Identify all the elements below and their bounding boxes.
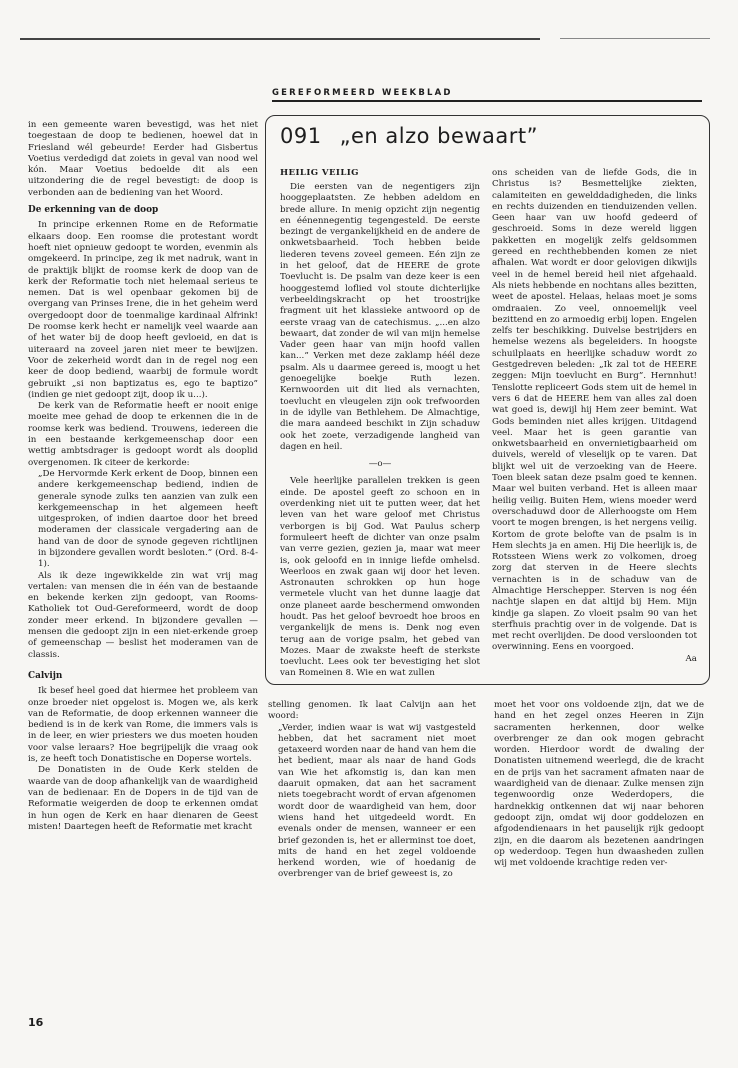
article-subheading: HEILIG VEILIG <box>280 168 359 178</box>
calvijn-quote: „Verder, indien waar is wat wij vastgesteld hebben, dat het sacrament niet moet getaxeerd worden naar de hand van hem die het bedient, maar als naar de hand Gods van Wie het afkomstig is, dan kan men daaruit opmaken, dat aan het sacrament niets toegebracht wordt of ervan afgenomen wordt door de waardigheid van hem, door wiens hand het uitgedeeld wordt. En evenals onder de mensen, wanneer er een brief gezonden is, het er allerminst toe doet, mits de hand en het zegel voldoende herkend worden, wie of hoedanig de overbrenger van de brief geweest is, zo <box>278 722 476 880</box>
left-column <box>28 120 258 833</box>
heading-calvijn: Calvijn <box>28 670 63 681</box>
masthead-rule <box>272 100 702 102</box>
left-paragraph: Als ik deze ingewikkelde zin wat vrij mag vertalen: van mensen die in één van de bestaande en bekende kerken zijn gedoopt, van Rooms-Katholiek tot Oud-Gereformeerd, wordt de doop zonder meer erkend. In bijzondere gevallen — mensen die gedoopt zijn in een niet-erkende groep of gemeenschap — beslist het moderamen van de classis. <box>28 570 258 660</box>
box-column-1 <box>280 182 480 680</box>
author-signature: Aa <box>685 653 697 664</box>
top-rule-right <box>560 38 710 39</box>
kerkorde-quote: „De Hervormde Kerk erkent de Doop, binnen een andere kerkgemeenschap bediend, indien de generale synode zulks ten aanzien van zulk een kerkgemeenschap in het algemeen heeft uitgesproken, of indien daartoe door het breed moderamen der classicale vergadering aan de hand van de door de synode gegeven richtlijnen in bijzondere gevallen wordt besloten.” (Ord. 8-4-1). <box>38 468 258 570</box>
left-paragraph: De kerk van de Reformatie heeft er nooit enige moeite mee gehad de doop te erkennen die in de roomse kerk was bediend. Trouwens, iedereen die in een bestaande kerkgemeenschap door een wettig ambtsdrager is gedoopt wordt als dooplid overgenomen. Ik citeer de kerkorde: <box>28 401 258 468</box>
section-separator: —o— <box>368 459 392 470</box>
bottom-paragraph: moet het voor ons voldoende zijn, dat we de hand en het zegel onzes Heeren in Zijn sacramenten herkennen, door welke overbrenger ze dan ook mogen gebracht worden. Hierdoor wordt de dwaling der Donatisten uitnemend weerlegd, die de kracht en de prijs van het sacrament afmaten naar de waardigheid van de dienaar. Zulke mensen zijn tegenwoordig onze Wederdopers, die hardnekkig ontkennen dat wij naar behoren gedoopt zijn, omdat wij door goddelozen en afgodendienaars in het pauselijk rijk gedoopt zijn, en die daarom als bezetenen aandringen op wederdoop. Tegen hun dwaasheden zullen wij met voldoende krachtige reden ver- <box>494 700 704 869</box>
left-intro: in een gemeente waren bevestigd, was het niet toegestaan de doop te bedienen, hoewel dat in Friesland wél gebeurde! Eerder had Gisbertus Voetius verdedigd dat zoiets in geval van nood wel kón. Maar Voetius bedoelde dit als een uitzondering die de regel bevestigt: de doop is verbonden aan de bediening van het Woord. <box>28 120 258 198</box>
box-paragraph: Vele heerlijke parallelen trekken is geen einde. De apostel geeft zo schoon en in overdenking niet uit te putten weer, dat het leven van het ware geloof met Christus verborgen is bij God. Wat Paulus scherp formuleert heeft de dichter van onze psalm van verre gezien, gezien ja, maar wat meer is, ook geloofd en in innige liefde omhelsd. Weerloos en zwak gaan wij door het leven. Astronauten schrokken op hun hoge vermetele vlucht van het dunne laagje dat onze planeet aarde beschermend omwonden houdt. Pas het geloof bevroedt hoe broos en vergankelijk de mens is. Denk nog even terug aan de vorige psalm, het gebed van Mozes. Maar de zwakste heeft de sterkste toevlucht. Lees ook ter bevestiging het slot van Romeinen 8. Wie en wat zullen <box>280 476 480 679</box>
left-paragraph: De Donatisten in de Oude Kerk stelden de waarde van de doop afhankelijk van de waardigheid van de bedienaar. En de Dopers in de tijd van de Reformatie weigerden de doop te erkennen omdat in hun ogen de Kerk en haar dienaren de Geest misten! Daartegen heeft de Reformatie met kracht <box>28 765 258 832</box>
psalm-number: 091 <box>280 124 322 148</box>
top-rule <box>20 38 540 40</box>
heading-erkenning: De erkenning van de doop <box>28 205 159 216</box>
left-paragraph: Ik besef heel goed dat hiermee het probleem van onze broeder niet opgelost is. Mogen we, als kerk van de Reformatie, de doop erkennen wanneer die bediend is in de kerk van Rome, die immers vals is in de leer, en wier priesters we dus moeten houden voor valse leraars? Hoe begrijpelijk die vraag ook is, ze heeft toch Donatistische en Doperse wortels. <box>28 686 258 765</box>
publication-masthead: GEREFORMEERD WEEKBLAD <box>272 88 453 98</box>
article-title <box>280 124 538 148</box>
page-number: 16 <box>28 1016 44 1029</box>
article-title-text: „en alzo bewaart” <box>339 124 539 148</box>
bottom-middle-column <box>268 700 476 881</box>
box-paragraph: ons scheiden van de liefde Gods, die in Christus is? Besmettelijke ziekten, calamiteiten en gewelddadigheden, die links en rechts duizenden en tienduizenden vellen. Geen haar van uw hoofd gedeerd of geschroeid. Soms in deze wereld liggen pakketten en mogelijk zelfs geldsommen gereed en rechthebbenden komen ze niet afhalen. Wat wordt er door gelovigen dikwijls veel in de hemel bereid heil niet afgehaald. Als niets hebbende en nochtans alles bezitten, weet de apostel. Helaas, helaas moet je soms omdraaien. Zo veel, onnoemelijk veel bezittend en zo armoedig erbij lopen. Engelen zelfs ter beschikking. Duivelse bestrijders en hemelse wezens als begeleiders. In hoogste schuilplaats en heerlijke schaduw wordt zo Gestgedreven beleden: „Ik zal tot de HEERE zeggen: Mijn toevlucht en Burg”. Hernnhut! Tenslotte repliceert Gods stem uit de hemel in vers 6 dat de HEERE hem van alles zal doen wat goed is, dewijl hij Hem zeer bemint. Wat Gods beminden niet alles krijgen. Uitdagend veel. Maar het is geen garantie van onkwetsbaarheid en onvernietigbaarheid om duivels, wereld of vleselijk op te varen. Dat blijkt wel uit de verzoeking van de Heere. Toen bleek satan deze psalm goed te kennen. Maar wel buiten verband. Het is alleen maar heilig veilig. Buiten Hem, wiens moeder werd overschaduwd door de Allerhoogste om Hem voort te mogen brengen, is het nergens veilig. Kortom de grote belofte van de psalm is in Hem slechts ja en amen. Hij Die heerlijk is, de Rotssteen Wiens werk zo volkomen, droeg zorg dat sterven in de Heere slechts vernachten is in de schaduw van de Almachtige Herschepper. Sterven is nog één nachtje slapen en dat altijd bij Hem. Mijn kindje ga slapen. Zo vloeit psalm 90 van het sterfhuis prachtig over in de volgende. Dat is met recht overlijden. De dood versloonden tot overwinning. Eens en voorgoed. <box>492 168 697 653</box>
box-paragraph: Die eersten van de negentigers zijn hooggeplaatsten. Ze hebben adeldom en brede allure. In menig opzicht zijn negentig en éénennegentig tegengesteld. De eerste bezingt de vergankelijkheid en de andere de onkwetsbaarheid. Toch hebben beide liederen tevens zoveel gemeen. Eén zijn ze in het geloof, dat de HEERE de grote Toevlucht is. De psalm van deze keer is een hooggestemd loflied vol stoute dichterlijke verbeeldingskracht op het troostrijke fragment uit het klassieke antwoord op de eerste vraag van de catechismus. „...en alzo bewaart, dat zonder de wil van mijn hemelse Vader geen haar van mijn hoofd vallen kan...” Verken met deze zaklamp héél deze psalm. Als u daarmee gereed is, moogt u het genoegelijke boekje Ruth lezen. Kernwoorden uit dit lied als vernachten, toevlucht en vleugelen zijn ook trefwoorden in de idylle van Bethlehem. De Almachtige, die mara aandeed beschikt in Zijn schaduw ook het zoete, verzadigende langheid van dagen en heil. <box>280 182 480 452</box>
left-paragraph: In principe erkennen Rome en de Reformatie elkaars doop. Een roomse die protestant wordt hoeft niet opnieuw gedoopt te worden, evenmin als omgekeerd. In principe, zeg ik met nadruk, want in de praktijk blijkt de roomse kerk de doop van de kerk der Reformatie toch niet helemaal serieus te nemen. Dat is wel openbaar gekomen bij de overgang van Prinses Irene, die in het geheim werd overgedoopt door de toenmalige kardinaal Alfrink! De roomse kerk hecht er namelijk veel waarde aan of het water bij de doop heeft gevloeid, en dat is uiteraard na zoveel jaren niet meer te bewijzen. Voor de zekerheid wordt dan in de regel nog een keer de doop bediend, waarbij de formule wordt gebruikt „si non baptizatus es, ego te baptizo” (indien ge niet gedoopt zijt, doop ik u...). <box>28 220 258 400</box>
box-column-2 <box>492 168 697 665</box>
bottom-paragraph: stelling genomen. Ik laat Calvijn aan het woord: <box>268 700 476 722</box>
bottom-right-column <box>494 700 704 869</box>
